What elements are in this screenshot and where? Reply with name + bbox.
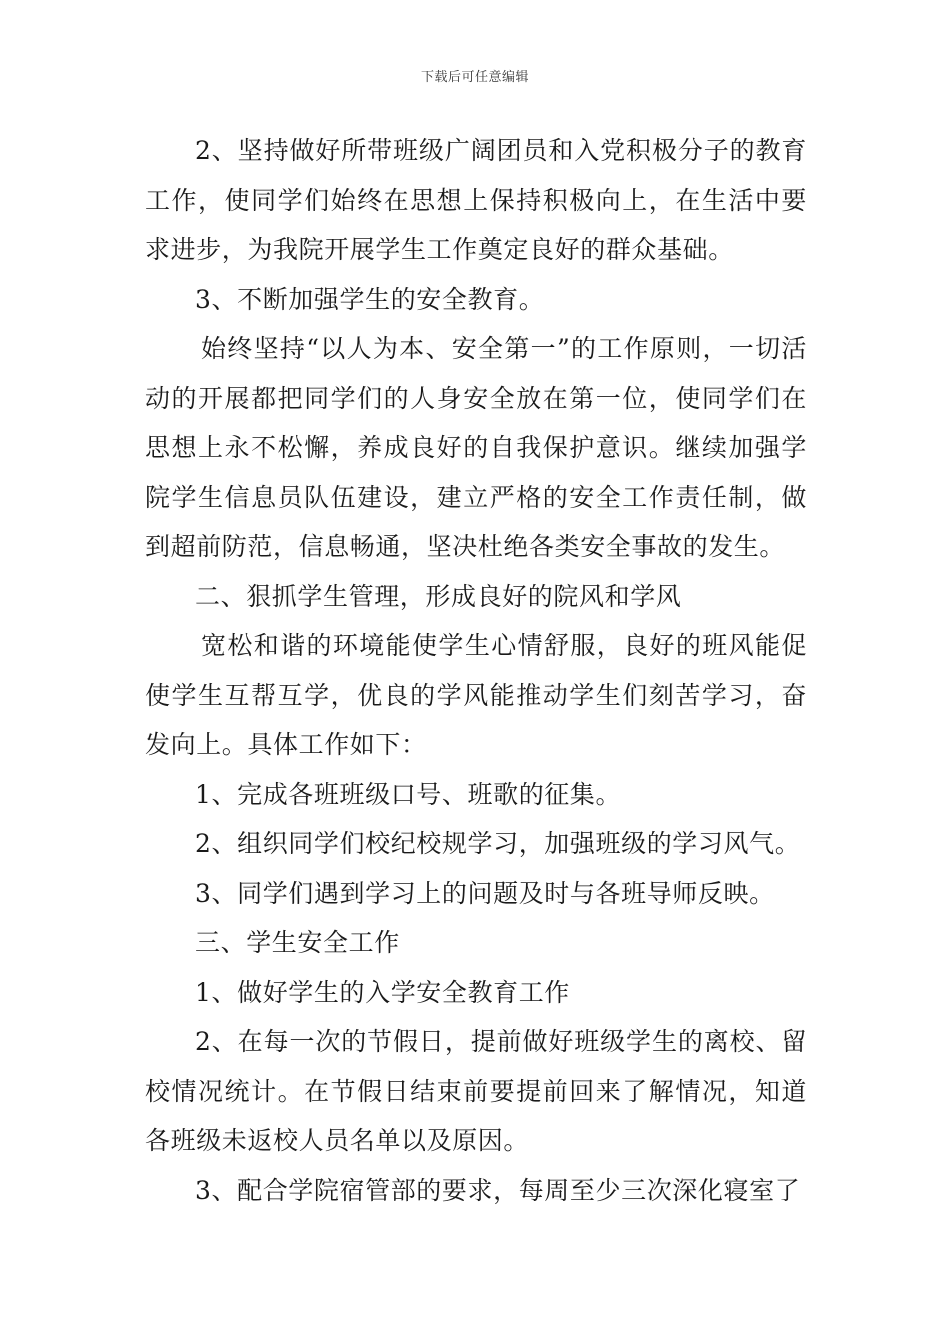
- paragraph-party-education: 2、坚持做好所带班级广阔团员和入党积极分子的教育工作，使同学们始终在思想上保持积极向上，在生活中要求进步，为我院开展学生工作奠定良好的群众基础。: [145, 136, 807, 264]
- section-heading-student-management: 二、狠抓学生管理，形成良好的院风和学风: [195, 581, 682, 611]
- list-item-discipline-study: 2、组织同学们校纪校规学习，加强班级的学习风气。: [195, 829, 801, 858]
- paragraph-environment: 宽松和谐的环境能使学生心情舒服，良好的班风能促使学生互帮互学，优良的学风能推动学生们刻苦学习，奋发向上。具体工作如下：: [145, 631, 807, 759]
- list-item-dormitory-check: 3、配合学院宿管部的要求，每周至少三次深化寝室了: [195, 1175, 801, 1205]
- document-body: [145, 126, 807, 1215]
- list-item-holiday-statistics: 2、在每一次的节假日，提前做好班级学生的离校、留校情况统计。在节假日结束前要提前回来了解情况，知道各班级未返校人员名单以及原因。: [145, 1027, 807, 1155]
- paragraph-safety-education-heading: 3、不断加强学生的安全教育。: [195, 284, 545, 314]
- page-header-note: 下载后可任意编辑: [420, 70, 529, 85]
- list-item-slogan: 1、完成各班班级口号、班歌的征集。: [195, 779, 622, 809]
- list-item-report-problems: 3、同学们遇到学习上的问题及时与各班导师反映。: [195, 878, 775, 908]
- paragraph-safety-principle: 始终坚持“以人为本、安全第一”的工作原则，一切活动的开展都把同学们的人身安全放在第一位，使同学们在思想上永不松懈，养成良好的自我保护意识。继续加强学院学生信息员队伍建设，建立严格的安全工作责任制，做到超前防范，信息畅通，坚决杜绝各类安全事故的发生。: [145, 334, 807, 561]
- section-heading-student-safety: 三、学生安全工作: [195, 928, 400, 957]
- list-item-enrollment-safety: 1、做好学生的入学安全教育工作: [195, 977, 570, 1007]
